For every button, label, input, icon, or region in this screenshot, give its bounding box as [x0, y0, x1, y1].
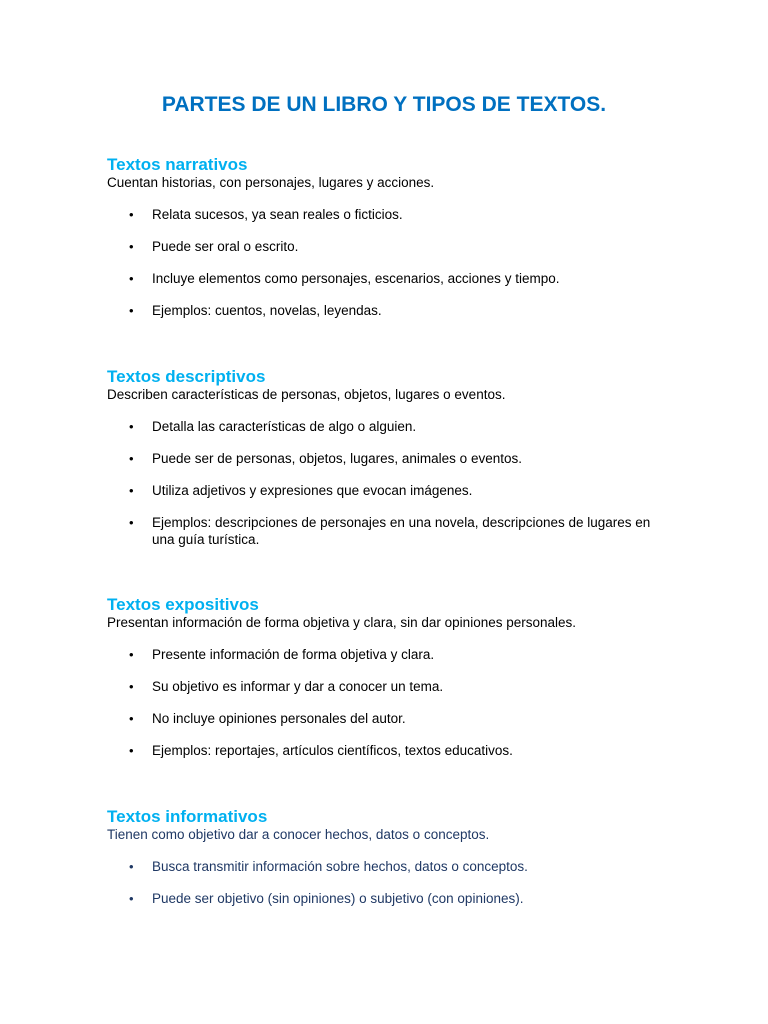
bullet-icon: • [129, 891, 134, 906]
bullet-icon: • [129, 743, 134, 758]
bullet-icon: • [129, 239, 134, 254]
list-item-text: No incluye opiniones personales del autor. [152, 711, 406, 726]
bullet-icon: • [129, 679, 134, 694]
section-expository-texts [107, 595, 667, 774]
list-item-text: Busca transmitir información sobre hechos, datos o conceptos. [152, 859, 528, 874]
section-informative-texts [107, 807, 667, 922]
list-item [107, 890, 667, 907]
bullet-icon: • [129, 207, 134, 222]
list-item [107, 858, 667, 875]
list-item-text: Detalla las características de algo o alguien. [152, 419, 417, 434]
bullet-icon: • [129, 515, 134, 530]
section-heading: Textos informativos [107, 807, 268, 826]
list-item [107, 418, 667, 435]
section-heading: Textos narrativos [107, 155, 248, 174]
bullet-icon: • [129, 483, 134, 498]
list-item-text: Relata sucesos, ya sean reales o ficticios. [152, 207, 403, 222]
section-heading: Textos expositivos [107, 595, 259, 614]
section-intro: Cuentan historias, con personajes, lugares y acciones. [107, 175, 435, 190]
list-item-text: Ejemplos: cuentos, novelas, leyendas. [152, 303, 382, 318]
bullet-icon: • [129, 647, 134, 662]
list-item [107, 302, 667, 319]
list-item [107, 646, 667, 663]
list-item-text: Presente información de forma objetiva y clara. [152, 647, 435, 662]
section-heading: Textos descriptivos [107, 367, 266, 386]
bullet-icon: • [129, 711, 134, 726]
list-item [107, 514, 667, 548]
list-item-text: Ejemplos: descripciones de personajes en una novela, descripciones de lugares en una guía turística. [152, 515, 651, 547]
bullet-icon: • [129, 451, 134, 466]
list-item-text: Puede ser de personas, objetos, lugares, animales o eventos. [152, 451, 522, 466]
list-item-text: Incluye elementos como personajes, escenarios, acciones y tiempo. [152, 271, 560, 286]
list-item-text: Puede ser objetivo (sin opiniones) o subjetivo (con opiniones). [152, 891, 524, 906]
list-item [107, 238, 667, 255]
list-item [107, 678, 667, 695]
bullet-icon: • [129, 859, 134, 874]
section-descriptive-texts [107, 367, 667, 563]
bullet-list [107, 418, 667, 548]
list-item [107, 482, 667, 499]
list-item [107, 450, 667, 467]
list-item-text: Utiliza adjetivos y expresiones que evocan imágenes. [152, 483, 473, 498]
page-title: PARTES DE UN LIBRO Y TIPOS DE TEXTOS. [161, 93, 607, 116]
list-item [107, 270, 667, 287]
section-narrative-texts [107, 155, 667, 334]
list-item [107, 742, 667, 759]
bullet-list [107, 206, 667, 319]
bullet-list [107, 858, 667, 907]
list-item-text: Su objetivo es informar y dar a conocer un tema. [152, 679, 444, 694]
section-intro: Presentan información de forma objetiva y clara, sin dar opiniones personales. [107, 615, 577, 630]
section-intro: Tienen como objetivo dar a conocer hechos, datos o conceptos. [107, 827, 490, 842]
list-item-text: Puede ser oral o escrito. [152, 239, 299, 254]
list-item [107, 206, 667, 223]
list-item [107, 710, 667, 727]
section-intro: Describen características de personas, objetos, lugares o eventos. [107, 387, 506, 402]
list-item-text: Ejemplos: reportajes, artículos científicos, textos educativos. [152, 743, 513, 758]
bullet-list [107, 646, 667, 759]
bullet-icon: • [129, 271, 134, 286]
bullet-icon: • [129, 419, 134, 434]
bullet-icon: • [129, 303, 134, 318]
